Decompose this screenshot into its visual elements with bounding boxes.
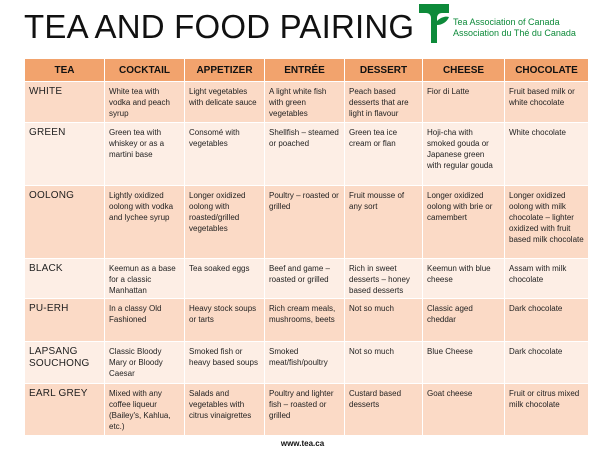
cocktail-cell: Classic Bloody Mary or Bloody Caesar (105, 342, 185, 384)
table-row (25, 342, 589, 384)
appetizer-cell: Light vegetables with delicate sauce (185, 82, 265, 123)
website-footer-link[interactable]: www.tea.ca (280, 439, 325, 448)
cheese-cell: Blue Cheese (423, 342, 505, 384)
cheese-cell: Goat cheese (423, 384, 505, 436)
entree-cell: Shellfish – steamed or poached (265, 123, 345, 186)
tea-name-cell: BLACK (25, 259, 105, 299)
pairing-table (24, 58, 589, 436)
header-dessert: DESSERT (345, 59, 423, 82)
entree-cell: A light white fish with green vegetables (265, 82, 345, 123)
appetizer-cell: Heavy stock soups or tarts (185, 299, 265, 342)
cheese-cell: Longer oxidized oolong with brie or camembert (423, 186, 505, 259)
cocktail-cell: In a classy Old Fashioned (105, 299, 185, 342)
table-row (25, 384, 589, 436)
tea-name-cell: WHITE (25, 82, 105, 123)
tea-name-cell: PU-ERH (25, 299, 105, 342)
cocktail-cell: White tea with vodka and peach syrup (105, 82, 185, 123)
entree-cell: Smoked meat/fish/poultry (265, 342, 345, 384)
cheese-cell: Fior di Latte (423, 82, 505, 123)
table-row (25, 259, 589, 299)
chocolate-cell: Assam with milk chocolate (505, 259, 589, 299)
cheese-cell: Classic aged cheddar (423, 299, 505, 342)
appetizer-cell: Salads and vegetables with citrus vinaigrettes (185, 384, 265, 436)
appetizer-cell: Smoked fish or heavy based soups (185, 342, 265, 384)
logo-line-1: Tea Association of Canada (453, 17, 560, 27)
chocolate-cell: Dark chocolate (505, 342, 589, 384)
entree-cell: Poultry – roasted or grilled (265, 186, 345, 259)
header-appetizer: APPETIZER (185, 59, 265, 82)
header-entree: ENTRÉE (265, 59, 345, 82)
header-cheese: CHEESE (423, 59, 505, 82)
logo-text (453, 17, 576, 39)
cheese-cell: Hoji-cha with smoked gouda or Japanese green with regular gouda (423, 123, 505, 186)
entree-cell: Poultry and lighter fish – roasted or grilled (265, 384, 345, 436)
cheese-cell: Keemun with blue cheese (423, 259, 505, 299)
page-title: TEA AND FOOD PAIRING (24, 8, 415, 45)
dessert-cell: Not so much (345, 342, 423, 384)
chocolate-cell: White chocolate (505, 123, 589, 186)
tea-name-cell: GREEN (25, 123, 105, 186)
dessert-cell: Peach based desserts that are light in flavour (345, 82, 423, 123)
appetizer-cell: Consomé with vegetables (185, 123, 265, 186)
logo-line-2: Association du Thé du Canada (453, 28, 576, 38)
table-row (25, 299, 589, 342)
table-row (25, 186, 589, 259)
header-chocolate: CHOCOLATE (505, 59, 589, 82)
entree-cell: Rich cream meals, mushrooms, beets (265, 299, 345, 342)
cocktail-cell: Keemun as a base for a classic Manhattan (105, 259, 185, 299)
tea-name-cell: EARL GREY (25, 384, 105, 436)
chocolate-cell: Dark chocolate (505, 299, 589, 342)
cocktail-cell: Lightly oxidized oolong with vodka and lychee syrup (105, 186, 185, 259)
appetizer-cell: Longer oxidized oolong with roasted/grilled vegetables (185, 186, 265, 259)
header-cocktail: COCKTAIL (105, 59, 185, 82)
appetizer-cell: Tea soaked eggs (185, 259, 265, 299)
cocktail-cell: Mixed with any coffee liqueur (Bailey's, Kahlua, etc.) (105, 384, 185, 436)
dessert-cell: Not so much (345, 299, 423, 342)
tea-association-logo-icon (417, 3, 451, 45)
chocolate-cell: Fruit based milk or white chocolate (505, 82, 589, 123)
tea-name-cell: LAPSANG SOUCHONG (25, 342, 105, 384)
dessert-cell: Fruit mousse of any sort (345, 186, 423, 259)
chocolate-cell: Longer oxidized oolong with milk chocolate – lighter oxidized with fruit based milk chocolate (505, 186, 589, 259)
tea-name-cell: OOLONG (25, 186, 105, 259)
dessert-cell: Rich in sweet desserts – honey based desserts (345, 259, 423, 299)
cocktail-cell: Green tea with whiskey or as a martini base (105, 123, 185, 186)
table-row (25, 82, 589, 123)
dessert-cell: Green tea ice cream or flan (345, 123, 423, 186)
tea-association-logo (417, 3, 601, 47)
entree-cell: Beef and game – roasted or grilled (265, 259, 345, 299)
table-header-row (25, 59, 589, 82)
header-tea: TEA (25, 59, 105, 82)
chocolate-cell: Fruit or citrus mixed milk chocolate (505, 384, 589, 436)
dessert-cell: Custard based desserts (345, 384, 423, 436)
table-row (25, 123, 589, 186)
